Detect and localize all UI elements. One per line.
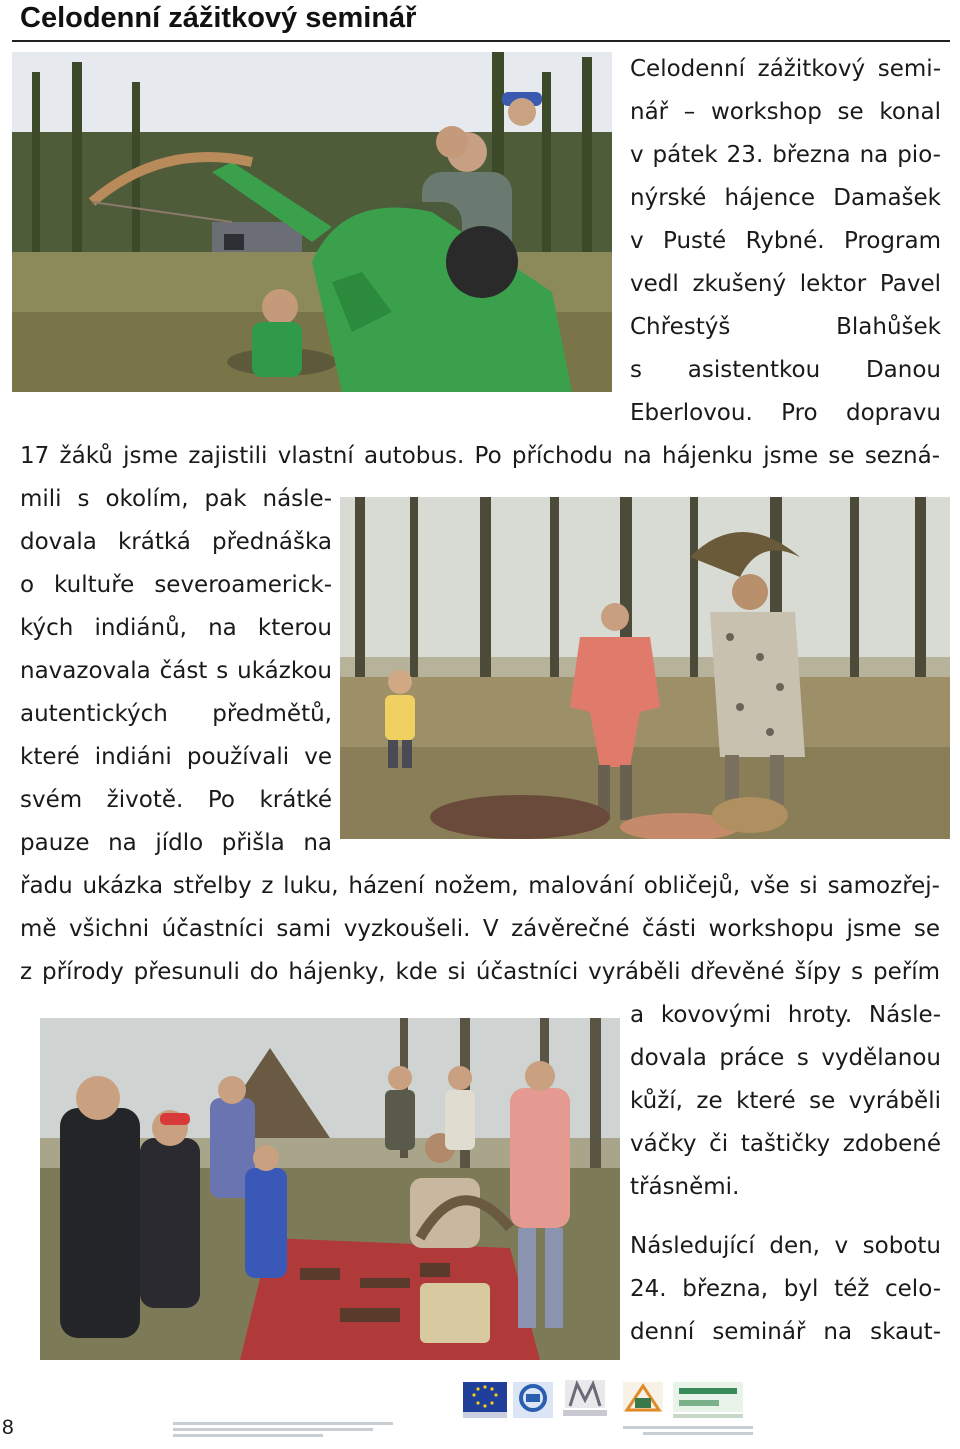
text-line: nář – workshop se konal (630, 99, 941, 125)
text-line: vedl zkušený lektor Pavel (630, 271, 941, 297)
text-line: pauze na jídlo přišla na (20, 830, 332, 856)
text-line: v Pusté Rybné. Program (630, 228, 941, 254)
text-line: v pátek 23. března na pio- (630, 142, 941, 168)
text-line: o kultuře severoamerick- (20, 572, 332, 598)
text-line: mě všichni účastníci sami vyzkoušeli. V závěrečné části workshopu jsme se (20, 916, 940, 942)
text-line: svém životě. Po krátké (20, 787, 332, 813)
esf-logo (513, 1382, 553, 1418)
text-line: Následující den, v sobotu (630, 1233, 941, 1259)
text-line: dovala práce s vydělanou (630, 1045, 941, 1071)
text-line: kých indiánů, na kterou (20, 615, 332, 641)
page-number: 8 (2, 1416, 14, 1439)
title-divider (12, 40, 950, 42)
text-line: třásněmi. (630, 1174, 740, 1200)
msmt-logo (563, 1380, 607, 1416)
text-line: denní seminář na skaut- (630, 1319, 941, 1345)
regional-logo (623, 1382, 663, 1412)
text-line: řadu ukázka střelby z luku, házení nožem, malování obličejů, vše si samozřej- (20, 873, 940, 899)
text-line: nýrské hájence Damašek (630, 185, 941, 211)
text-line: 24. března, byl též celo- (630, 1276, 941, 1302)
text-line: Eberlovou. Pro dopravu (630, 400, 941, 426)
text-line: kůží, ze které se vyráběli (630, 1088, 941, 1114)
text-line: z přírody přesunuli do hájenky, kde si účastníci vyráběli dřevěné šípy s peřím (20, 959, 940, 985)
text-line: autentických předmětů, (20, 701, 332, 727)
text-line: mili s okolím, pak násle- (20, 486, 332, 512)
text-line: které indiáni používali ve (20, 744, 332, 770)
text-line: navazovala část s ukázkou (20, 658, 332, 684)
text-line: a kovovými hroty. Násle- (630, 1002, 941, 1028)
footer-logos (165, 1370, 760, 1442)
text-line: dovala krátká přednáška (20, 529, 332, 555)
photo-archery (12, 52, 612, 392)
text-line: Chřestýš Blahůšek (630, 314, 941, 340)
page-title: Celodenní zážitkový seminář (20, 2, 417, 34)
nidm-logo (673, 1382, 743, 1418)
photo-crafts (40, 1018, 620, 1360)
photo-costumes (340, 497, 950, 839)
text-line: Celodenní zážitkový semi- (630, 56, 941, 82)
text-line: 17 žáků jsme zajistili vlastní autobus. Po příchodu na hájenku jsme se sezná- (20, 443, 940, 469)
text-line: váčky či taštičky zdobené (630, 1131, 941, 1157)
eu-flag-logo (463, 1382, 507, 1418)
text-line: s asistentkou Danou (630, 357, 941, 383)
